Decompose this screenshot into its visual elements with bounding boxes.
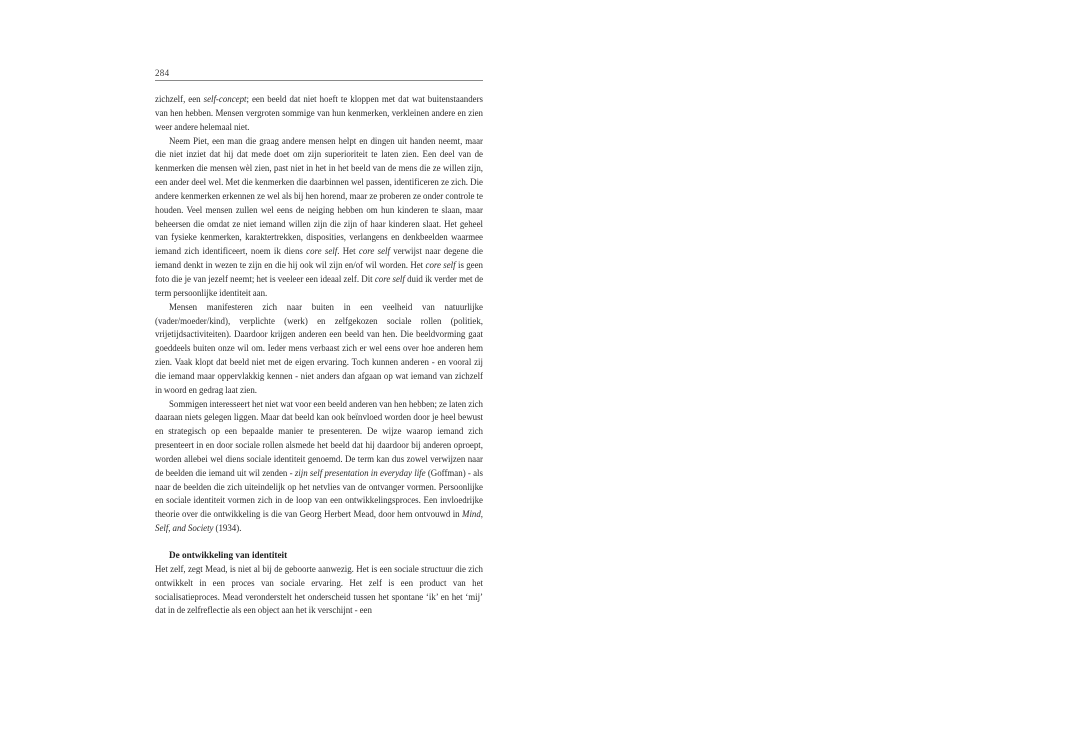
text-run: duid ik verder met de term persoonlijke identiteit aan. [155, 273, 484, 298]
paragraph-4 [155, 398, 483, 536]
book-page [155, 68, 483, 618]
italic-term: core self [374, 273, 405, 284]
paragraph-3: Mensen manifesteren zich naar buiten in een veelheid van natuurlijke (vader/moeder/kind), verplichte (werk) en zelfgekozen sociale rollen (politiek, vrijetijdsactiviteiten). Daardoor krijgen anderen een beeld van hen. Die beeldvorming gaat goeddeels buiten onze wil om. Ieder mens verbaast zich er wel eens over hoe anderen hem zien. Vaak klopt dat beeld niet met de eigen ervaring. Toch kunnen anderen - en vooral zij die iemand maar oppervlakkig kennen - niet anders dan afgaan op wat iemand van zichzelf in woord en gedrag laat zien. [155, 301, 483, 395]
paragraph-2 [155, 135, 483, 301]
text-run: (1934). [213, 523, 242, 534]
italic-term: core self [358, 246, 390, 257]
italic-term: zijn self presentation in everyday life [294, 467, 426, 478]
body-text [155, 93, 483, 618]
text-run: ; een beeld dat niet hoeft te kloppen met dat wat buitenstaanders van hen hebben. Mensen vergroten sommige van hun kenmerken, verkleinen andere en zien weer andere helemaal niet. [155, 94, 483, 132]
header-rule [155, 80, 483, 81]
page-number: 284 [155, 68, 170, 78]
italic-term: core self [306, 246, 338, 257]
italic-term: self-concept [203, 94, 247, 104]
text-run: is geen foto die je van jezelf neemt; het is veeleer een ideaal zelf. Dit [155, 260, 483, 284]
text-run: . Het [337, 246, 359, 257]
paragraph-1 [155, 93, 483, 135]
section-heading: De ontwikkeling van identiteit [169, 550, 288, 560]
italic-term: core self [425, 260, 456, 271]
text-run: Neem Piet, een man die graag andere mensen helpt en dingen uit handen neemt, maar die niet inziet dat hij dat mede doet om zijn superioriteit te laten zien. Een deel van de kenmerken die mensen wèl zien, past niet in het in het beeld van de mens die ze willen zijn, een ander deel wel. Met die kenmerken die daarbinnen wel passen, identificeren ze zich. Die andere kenmerken erkennen ze wel als bij hen horend, maar ze proberen ze onder controle te houden. Veel mensen zullen wel eens de neiging hebben om hun kinderen te slaan, maar beheersen die omdat ze niet iemand willen zijn die zijn of haar kinderen slaat. Het geheel van fysieke kenmerken, karaktertrekken, disposities, verlangens en denkbeelden waarmee iemand zich identificeert, noem ik diens [155, 135, 483, 257]
text-run: Sommigen interesseert het niet wat voor een beeld anderen van hen hebben; ze laten zich daaraan niets gelegen liggen. Maar dat beeld kan ook beïnvloed worden door je heel bewust en strategisch op een bepaalde manier te presenteren. De wijze waarop iemand zich presenteert in en door sociale rollen alsmede het beeld dat hij daardoor bij anderen oproept, worden allebei wel diens sociale identiteit genoemd. De term kan dus zowel verwijzen naar de beelden die iemand uit wil zenden - [155, 398, 483, 478]
italic-title: Mind, Self, and Society [155, 509, 483, 534]
text-run: (Goffman) - als naar de beelden die zich uiteindelijk op het netvlies van de ontvanger vormen. Persoonlijke en sociale identiteit vormen zich in de loop van een ontwikkelingsproces. Een invloedrijke theorie over die ontwikkeling is die van Georg Herbert Mead, door hem ontvouwd in [155, 467, 483, 520]
paragraph-5: Het zelf, zegt Mead, is niet al bij de geboorte aanwezig. Het is een sociale structuur die zich ontwikkelt in een proces van sociale ervaring. Het zelf is een product van het socialisatieproces. Mead veronderstelt het onderscheid tussen het spontane ‘ik’ en het ‘mij’ dat in de zelfreflectie als een object aan het ik verschijnt - een [155, 563, 483, 616]
text-run: zichzelf, een [155, 94, 204, 104]
text-run: verwijst naar degene die iemand denkt in wezen te zijn en die hij ook wil zijn en/of wil worden. Het [155, 246, 483, 271]
